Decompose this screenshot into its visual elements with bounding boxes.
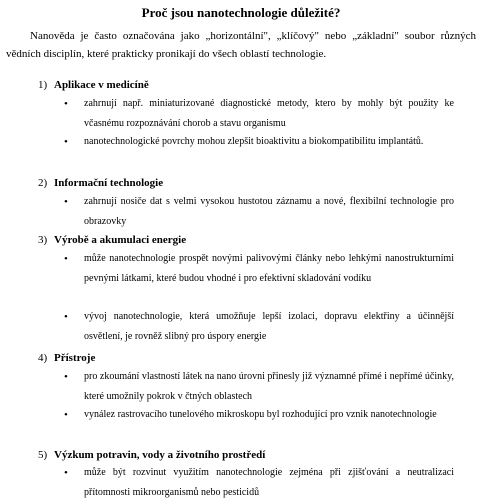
bullet-icon: • xyxy=(64,196,68,208)
bullet-text: vývoj nanotechnologie, která umožňuje lepší izolaci, dopravu elektřiny a účinnější osvětlení, je rovněž slibný pro úspory energie xyxy=(84,311,454,342)
list-item xyxy=(64,367,454,407)
list-item xyxy=(64,307,454,347)
bullet-icon: • xyxy=(64,409,68,421)
section-title: Přístroje xyxy=(54,352,96,364)
bullet-icon: • xyxy=(64,371,68,383)
bullet-text: pro zkoumání vlastností látek na nano úrovni přinesly již významné přímé i nepřímé účinky, které umožnily pokrok v čtných oblastech xyxy=(84,371,454,402)
section-title: Informační technologie xyxy=(54,177,164,189)
section-title: Výzkum potravin, vody a životního prostředí xyxy=(54,449,266,461)
bullet-text: může nanotechnologie prospět novými palivovými články nebo lehkými nanostrukturními pevnými látkami, které budou vhodné i pro efektivní skladování vodíku xyxy=(84,253,454,284)
section-number: 4) xyxy=(38,352,48,364)
section-heading-3 xyxy=(38,233,186,247)
bullet-icon: • xyxy=(64,311,68,323)
page-title: Proč jsou nanotechnologie důležité? xyxy=(141,5,341,20)
section-number: 2) xyxy=(38,177,48,189)
section-heading-4 xyxy=(38,351,95,365)
section-heading-1 xyxy=(38,78,149,92)
section-heading-5 xyxy=(38,448,265,462)
bullet-text: nanotechnologické povrchy mohou zlepšit bioaktivitu a biokompatibilitu implantátů. xyxy=(84,136,424,147)
list-item xyxy=(64,94,454,134)
section-number: 5) xyxy=(38,449,48,461)
bullet-icon: • xyxy=(64,253,68,265)
bullet-text: vynález rastrovacího tunelového mikroskopu byl rozhodující pro vznik nanotechnologie xyxy=(84,409,437,420)
bullet-text: zahrnují např. miniaturizované diagnostické metody, ktero by mohly být použity ke včasnému rozpoznávání chorob a stavu organismu xyxy=(84,98,454,129)
list-item xyxy=(64,405,454,425)
list-item xyxy=(64,249,454,289)
list-item xyxy=(64,132,454,152)
section-heading-2 xyxy=(38,176,163,190)
bullet-icon: • xyxy=(64,467,68,479)
section-title: Výrobě a akumulaci energie xyxy=(54,234,187,246)
list-item xyxy=(64,463,454,503)
section-number: 1) xyxy=(38,79,48,91)
bullet-text: zahrnují nosiče dat s velmi vysokou hustotou záznamu a nové, flexibilní technologie pro obrazovky xyxy=(84,196,454,227)
bullet-text: může být rozvinut využitím nanotechnologie zejména při zjišťování a neutralizaci přítomnosti mikroorganismů nebo pesticidů xyxy=(84,467,454,498)
intro-paragraph: Nanověda je často označována jako „horizontální", „klíčový" nebo „základní" soubor různých vědních disciplín, které prakticky pronikají do všech oblastí technologie. xyxy=(6,30,476,60)
list-item xyxy=(64,192,454,232)
bullet-icon: • xyxy=(64,136,68,148)
section-number: 3) xyxy=(38,234,48,246)
section-title: Aplikace v medicíně xyxy=(54,79,149,91)
bullet-icon: • xyxy=(64,98,68,110)
